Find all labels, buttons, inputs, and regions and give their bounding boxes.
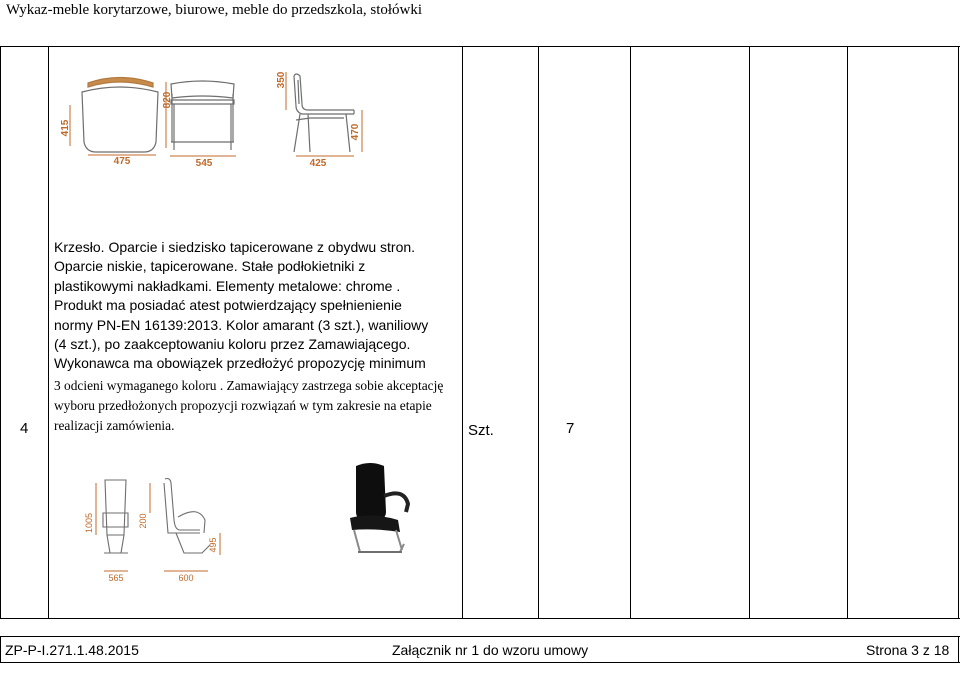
footer-annex: Załącznik nr 1 do wzoru umowy: [392, 642, 589, 658]
dim-bottom-back-height: 200: [138, 513, 148, 529]
footer-reference: ZP-P-I.271.1.48.2015: [5, 642, 139, 658]
chair-technical-drawing-top: [58, 60, 378, 170]
page-title: Wykaz-meble korytarzowe, biurowe, meble do przedszkola, stołówki: [6, 2, 423, 18]
dim-overall-width: 545: [195, 158, 213, 169]
chair-technical-drawing-bottom: [80, 475, 240, 585]
col-divider-5: [749, 46, 750, 619]
table-right-border: [958, 46, 959, 619]
col-divider-1: [48, 46, 49, 619]
dim-seat-height: 470: [350, 123, 361, 141]
desc-small-line: realizacji zamówienia.: [54, 417, 175, 433]
desc-line: plastikowymi nakładkami. Elementy metalowe: chrome .: [54, 277, 401, 294]
desc-line: Produkt ma posiadać atest potwierdzający spełnienienie: [54, 297, 402, 314]
table-top-border: [0, 46, 960, 47]
item-description: [54, 238, 456, 434]
dim-total-height: 820: [162, 91, 173, 109]
footer-top-border: [0, 636, 960, 637]
col-divider-6: [847, 46, 848, 619]
footer-page-number: Strona 3 z 18: [866, 642, 950, 658]
dim-seat-width: 475: [113, 156, 131, 167]
footer-bottom-border: [0, 662, 960, 663]
table-bottom-border: [0, 618, 960, 619]
footer-right-border: [958, 636, 959, 663]
col-divider-4: [630, 46, 631, 619]
table-left-border: [0, 46, 1, 619]
dim-back-height: 350: [276, 71, 287, 89]
dim-bottom-seat-height: 495: [208, 537, 218, 553]
dim-bottom-total-height: 1005: [84, 512, 94, 534]
desc-small-line: wyboru przedłożonych propozycji rozwiązań w tym zakresie na etapie: [54, 397, 432, 413]
footer-left-border: [0, 636, 1, 663]
desc-line: Oparcie niskie, tapicerowane. Stałe podłokietniki z: [54, 258, 366, 275]
desc-line: normy PN-EN 16139:2013. Kolor amarant (3 szt.), waniliowy: [54, 316, 429, 333]
col-divider-3: [538, 46, 539, 619]
col-divider-2: [462, 46, 463, 619]
unit-cell: Szt.: [468, 422, 494, 439]
desc-line: Krzesło. Oparcie i siedzisko tapicerowane z obydwu stron.: [54, 239, 416, 255]
dim-depth: 425: [309, 158, 327, 169]
dim-seat-depth: 415: [60, 119, 71, 137]
desc-line: Wykonawca ma obowiązek przedłożyć propozycję minimum: [54, 355, 426, 372]
chair-photo: [340, 460, 418, 562]
desc-line: (4 szt.), po zaakceptowaniu koloru przez Zamawiającego.: [54, 336, 411, 353]
row-number: 4: [20, 420, 29, 437]
quantity-cell: 7: [566, 420, 575, 437]
dim-bottom-depth: 600: [178, 573, 194, 583]
desc-small-line: 3 odcieni wymaganego koloru . Zamawiający zastrzega sobie akceptację: [54, 377, 444, 393]
dim-bottom-width: 565: [108, 573, 124, 583]
